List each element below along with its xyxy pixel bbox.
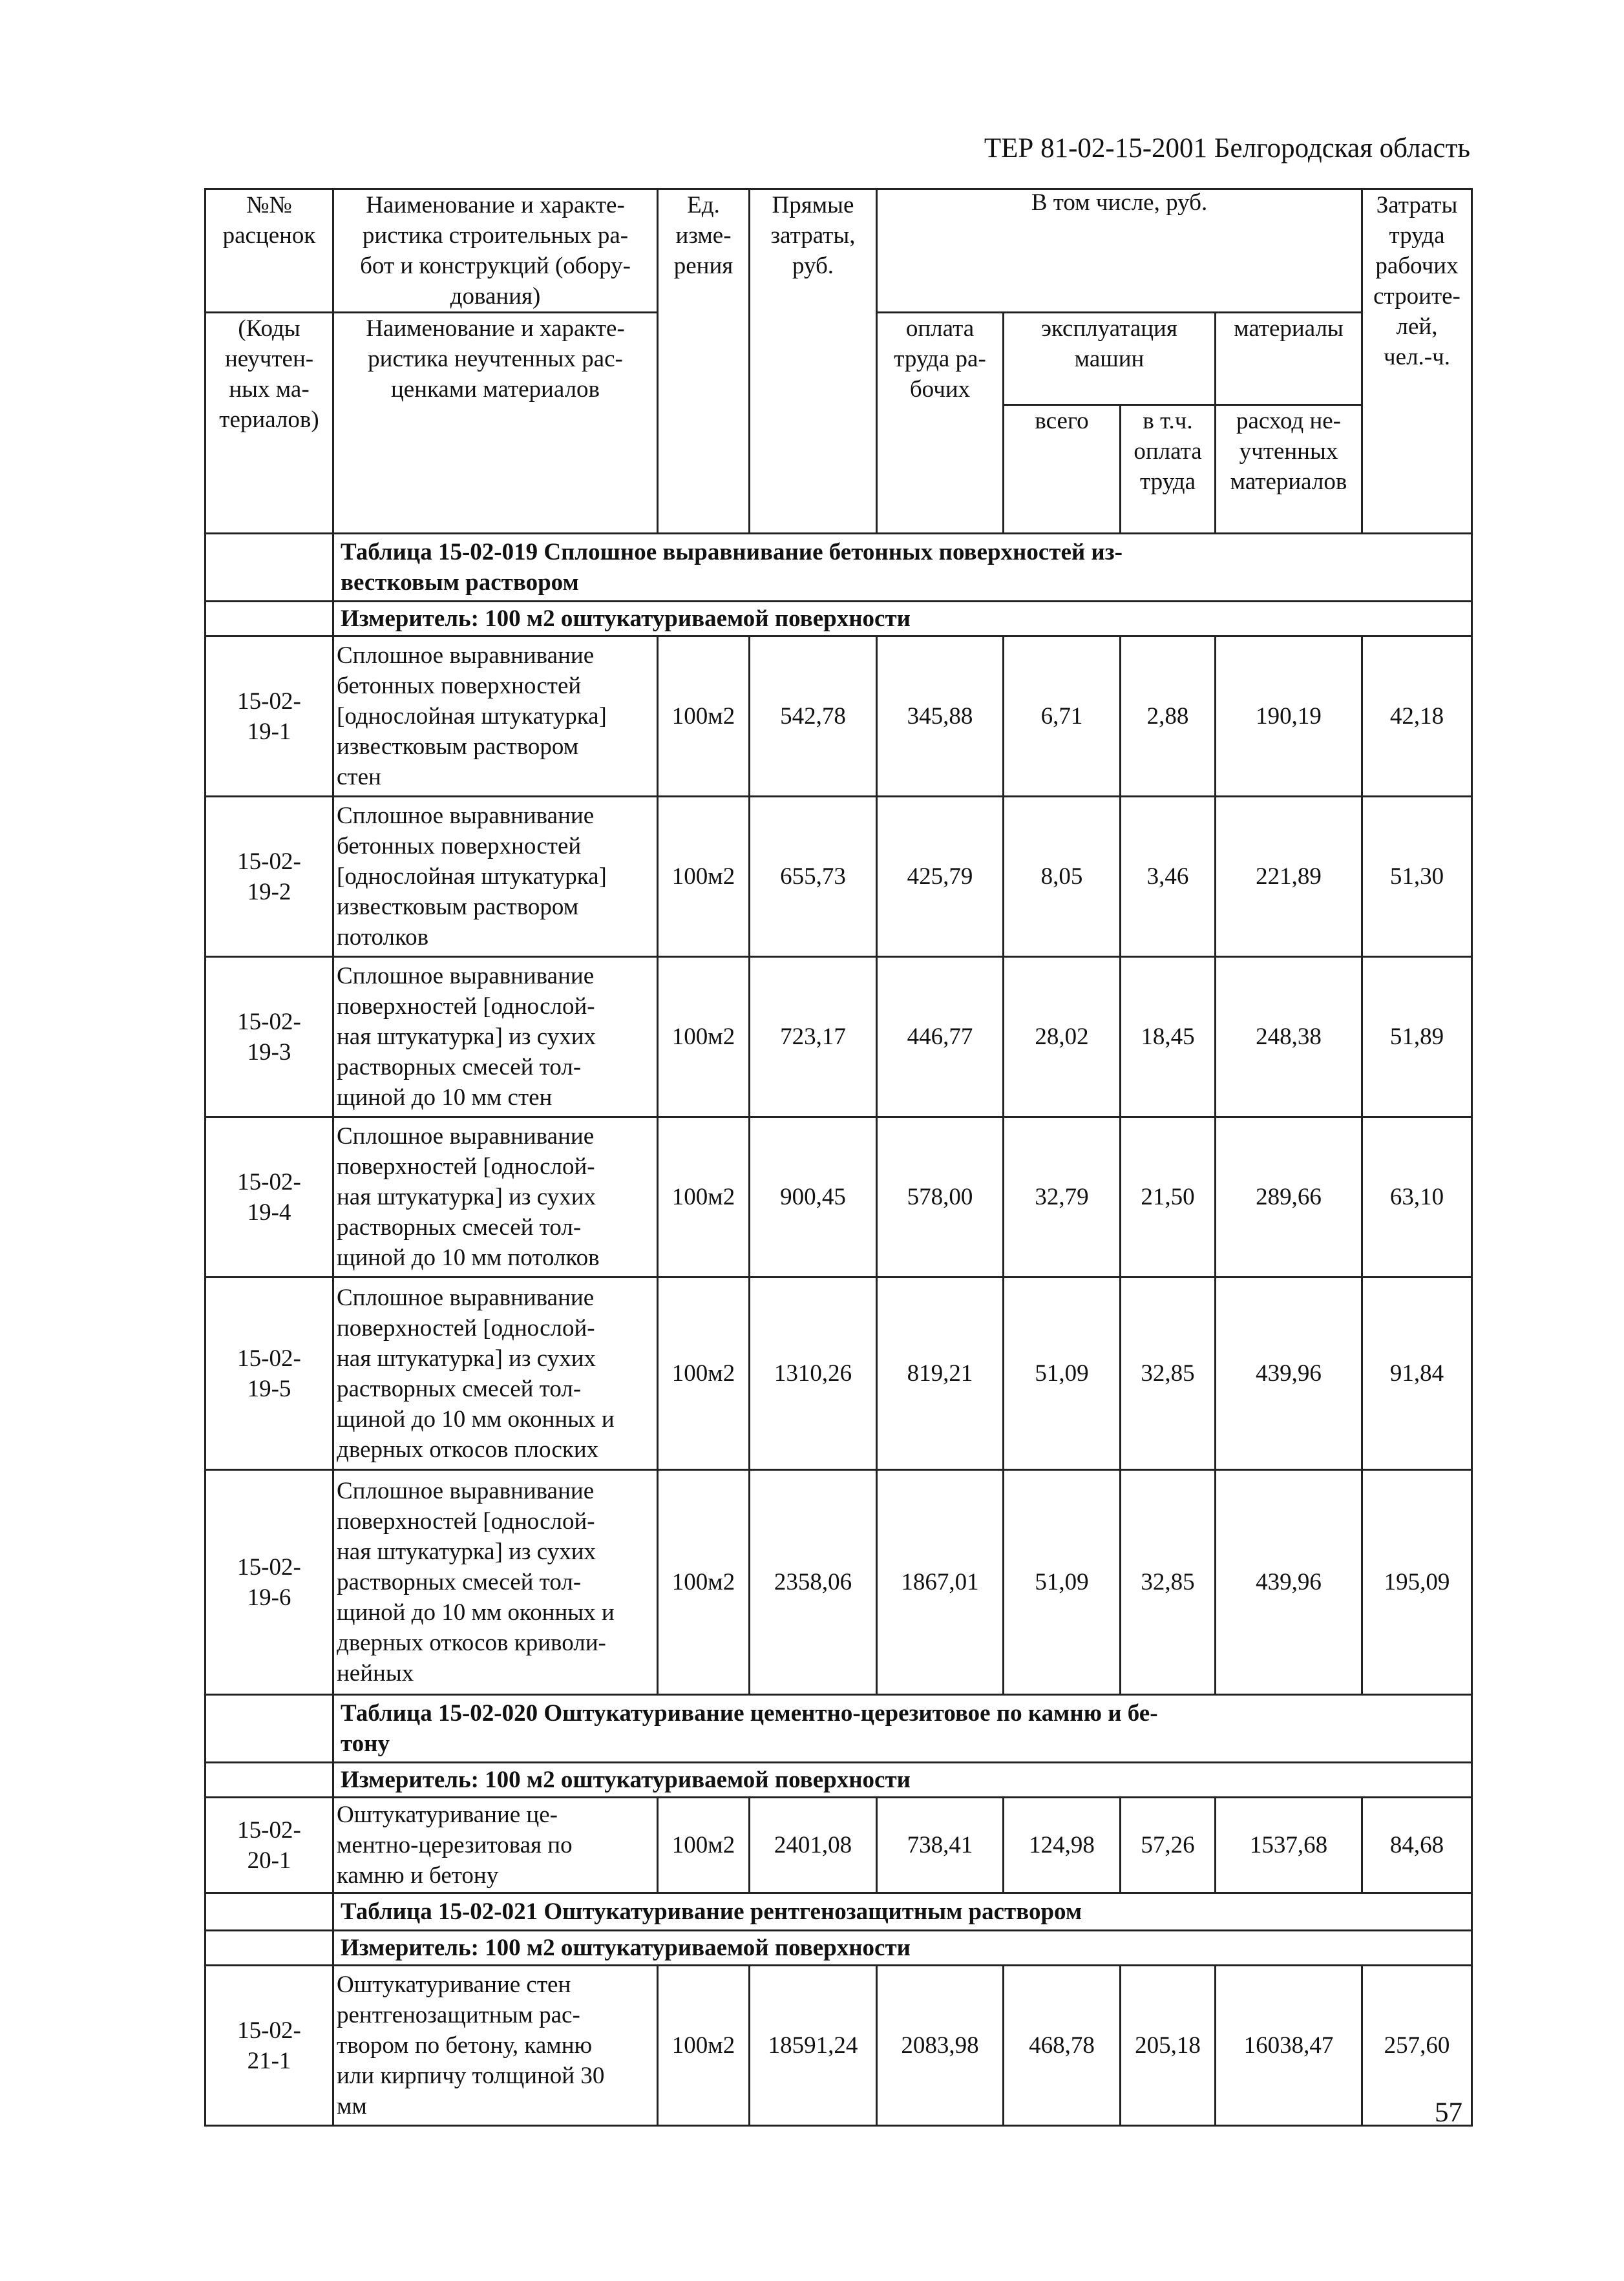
- col-incl-header: В том числе, руб.: [877, 189, 1362, 313]
- unit-cell: 100м2: [658, 957, 750, 1117]
- labor-cost: 51,89: [1362, 957, 1472, 1117]
- rate-code: 15-02- 21-1: [206, 1966, 333, 2126]
- col-name-header: Наименование и характе- ристика строительных ра- бот и конструкций (обору- дования): [333, 189, 658, 313]
- col-unit-header: Ед. изме- рения: [658, 189, 750, 534]
- blank-cell: [206, 1893, 333, 1931]
- machine-wage: 3,46: [1121, 797, 1216, 957]
- labor-cost: 257,60: [1362, 1966, 1472, 2126]
- col-materials-header: материалы: [1216, 313, 1362, 405]
- material-cost: 289,66: [1216, 1117, 1362, 1277]
- work-name: Сплошное выравнивание бетонных поверхностей [однослойная штукатурка] известковым раствором стен: [333, 636, 658, 797]
- machine-wage: 18,45: [1121, 957, 1216, 1117]
- work-name: Сплошное выравнивание бетонных поверхностей [однослойная штукатурка] известковым раствором потолков: [333, 797, 658, 957]
- col-name-alt-header: Наименование и характе- ристика неучтенных рас- ценками материалов: [333, 313, 658, 534]
- blank-cell: [206, 534, 333, 602]
- wage-cost: 2083,98: [877, 1966, 1004, 2126]
- work-name: Сплошное выравнивание поверхностей [однослой- ная штукатурка] из сухих растворных смесей тол- щиной до 10 мм оконных и дверных откосов плоских: [333, 1277, 658, 1470]
- col-code-alt-header: (Коды неучтен- ных ма- териалов): [206, 313, 333, 534]
- table-row: [206, 636, 1472, 797]
- work-name: Оштукатуривание це- ментно-церезитовая по камню и бетону: [333, 1798, 658, 1893]
- unit-cell: 100м2: [658, 1117, 750, 1277]
- wage-cost: 819,21: [877, 1277, 1004, 1470]
- col-total-header: всего: [1004, 405, 1121, 534]
- unit-cell: 100м2: [658, 636, 750, 797]
- col-labor-header: Затраты труда рабочих строите- лей, чел.-ч.: [1362, 189, 1472, 534]
- blank-cell: [206, 1695, 333, 1763]
- material-cost: 1537,68: [1216, 1798, 1362, 1893]
- table-row: [206, 1117, 1472, 1277]
- material-cost: 190,19: [1216, 636, 1362, 797]
- measure-label: Измеритель: 100 м2 оштукатуриваемой поверхности: [333, 602, 1472, 636]
- header-row-1: [206, 189, 1472, 313]
- work-name: Оштукатуривание стен рентгенозащитным рас- твором по бетону, камню или кирпичу толщиной 30 мм: [333, 1966, 658, 2126]
- page-number: 57: [1435, 2097, 1462, 2128]
- section-title-row: [206, 1893, 1472, 1931]
- rate-code: 15-02- 19-3: [206, 957, 333, 1117]
- labor-cost: 84,68: [1362, 1798, 1472, 1893]
- machine-cost: 468,78: [1004, 1966, 1121, 2126]
- wage-cost: 738,41: [877, 1798, 1004, 1893]
- rate-code: 15-02- 19-2: [206, 797, 333, 957]
- direct-cost: 1310,26: [750, 1277, 877, 1470]
- labor-cost: 195,09: [1362, 1470, 1472, 1695]
- rates-table: [204, 188, 1473, 2127]
- table-row: [206, 1966, 1472, 2126]
- labor-cost: 63,10: [1362, 1117, 1472, 1277]
- machine-cost: 124,98: [1004, 1798, 1121, 1893]
- section-title-row: [206, 1695, 1472, 1763]
- machine-wage: 205,18: [1121, 1966, 1216, 2126]
- machine-cost: 8,05: [1004, 797, 1121, 957]
- col-wage-header: оплата труда ра- бочих: [877, 313, 1004, 534]
- unit-cell: 100м2: [658, 797, 750, 957]
- rate-code: 15-02- 19-6: [206, 1470, 333, 1695]
- direct-cost: 900,45: [750, 1117, 877, 1277]
- table-row: [206, 797, 1472, 957]
- labor-cost: 51,30: [1362, 797, 1472, 957]
- wage-cost: 578,00: [877, 1117, 1004, 1277]
- wage-cost: 345,88: [877, 636, 1004, 797]
- unit-cell: 100м2: [658, 1470, 750, 1695]
- rate-code: 15-02- 20-1: [206, 1798, 333, 1893]
- col-unaccounted-header: расход не- учтенных материалов: [1216, 405, 1362, 534]
- measure-row: [206, 602, 1472, 636]
- wage-cost: 1867,01: [877, 1470, 1004, 1695]
- machine-cost: 32,79: [1004, 1117, 1121, 1277]
- table-row: [206, 957, 1472, 1117]
- measure-row: [206, 1931, 1472, 1966]
- table-title: Таблица 15-02-019 Сплошное выравнивание бетонных поверхностей из- вестковым раствором: [333, 534, 1472, 602]
- machine-cost: 28,02: [1004, 957, 1121, 1117]
- col-code-header: №№ расценок: [206, 189, 333, 313]
- work-name: Сплошное выравнивание поверхностей [однослой- ная штукатурка] из сухих растворных смесей тол- щиной до 10 мм стен: [333, 957, 658, 1117]
- material-cost: 439,96: [1216, 1470, 1362, 1695]
- table-row: [206, 1277, 1472, 1470]
- blank-cell: [206, 1763, 333, 1798]
- table-title: Таблица 15-02-021 Оштукатуривание рентгенозащитным раствором: [333, 1893, 1472, 1931]
- blank-cell: [206, 1931, 333, 1966]
- work-name: Сплошное выравнивание поверхностей [однослой- ная штукатурка] из сухих растворных смесей тол- щиной до 10 мм потолков: [333, 1117, 658, 1277]
- labor-cost: 42,18: [1362, 636, 1472, 797]
- material-cost: 16038,47: [1216, 1966, 1362, 2126]
- direct-cost: 18591,24: [750, 1966, 877, 2126]
- machine-wage: 21,50: [1121, 1117, 1216, 1277]
- direct-cost: 542,78: [750, 636, 877, 797]
- col-incl-wage-header: в т.ч. оплата труда: [1121, 405, 1216, 534]
- table-row: [206, 1798, 1472, 1893]
- machine-wage: 32,85: [1121, 1470, 1216, 1695]
- rate-code: 15-02- 19-4: [206, 1117, 333, 1277]
- labor-cost: 91,84: [1362, 1277, 1472, 1470]
- direct-cost: 655,73: [750, 797, 877, 957]
- machine-wage: 57,26: [1121, 1798, 1216, 1893]
- machine-cost: 51,09: [1004, 1470, 1121, 1695]
- measure-label: Измеритель: 100 м2 оштукатуриваемой поверхности: [333, 1931, 1472, 1966]
- direct-cost: 2401,08: [750, 1798, 877, 1893]
- unit-cell: 100м2: [658, 1798, 750, 1893]
- section-title-row: [206, 534, 1472, 602]
- machine-wage: 2,88: [1121, 636, 1216, 797]
- machine-cost: 51,09: [1004, 1277, 1121, 1470]
- blank-cell: [206, 602, 333, 636]
- material-cost: 439,96: [1216, 1277, 1362, 1470]
- rate-code: 15-02- 19-5: [206, 1277, 333, 1470]
- table-title: Таблица 15-02-020 Оштукатуривание цементно-церезитовое по камню и бе- тону: [333, 1695, 1472, 1763]
- machine-wage: 32,85: [1121, 1277, 1216, 1470]
- measure-row: [206, 1763, 1472, 1798]
- material-cost: 221,89: [1216, 797, 1362, 957]
- page-header: ТЕР 81-02-15-2001 Белгородская область: [984, 133, 1470, 163]
- unit-cell: 100м2: [658, 1277, 750, 1470]
- table-row: [206, 1470, 1472, 1695]
- machine-cost: 6,71: [1004, 636, 1121, 797]
- work-name: Сплошное выравнивание поверхностей [однослой- ная штукатурка] из сухих растворных смесей тол- щиной до 10 мм оконных и дверных откосов криволи- нейных: [333, 1470, 658, 1695]
- rate-code: 15-02- 19-1: [206, 636, 333, 797]
- col-machines-header: эксплуатация машин: [1004, 313, 1216, 405]
- unit-cell: 100м2: [658, 1966, 750, 2126]
- wage-cost: 425,79: [877, 797, 1004, 957]
- wage-cost: 446,77: [877, 957, 1004, 1117]
- measure-label: Измеритель: 100 м2 оштукатуриваемой поверхности: [333, 1763, 1472, 1798]
- col-direct-header: Прямые затраты, руб.: [750, 189, 877, 534]
- direct-cost: 723,17: [750, 957, 877, 1117]
- direct-cost: 2358,06: [750, 1470, 877, 1695]
- material-cost: 248,38: [1216, 957, 1362, 1117]
